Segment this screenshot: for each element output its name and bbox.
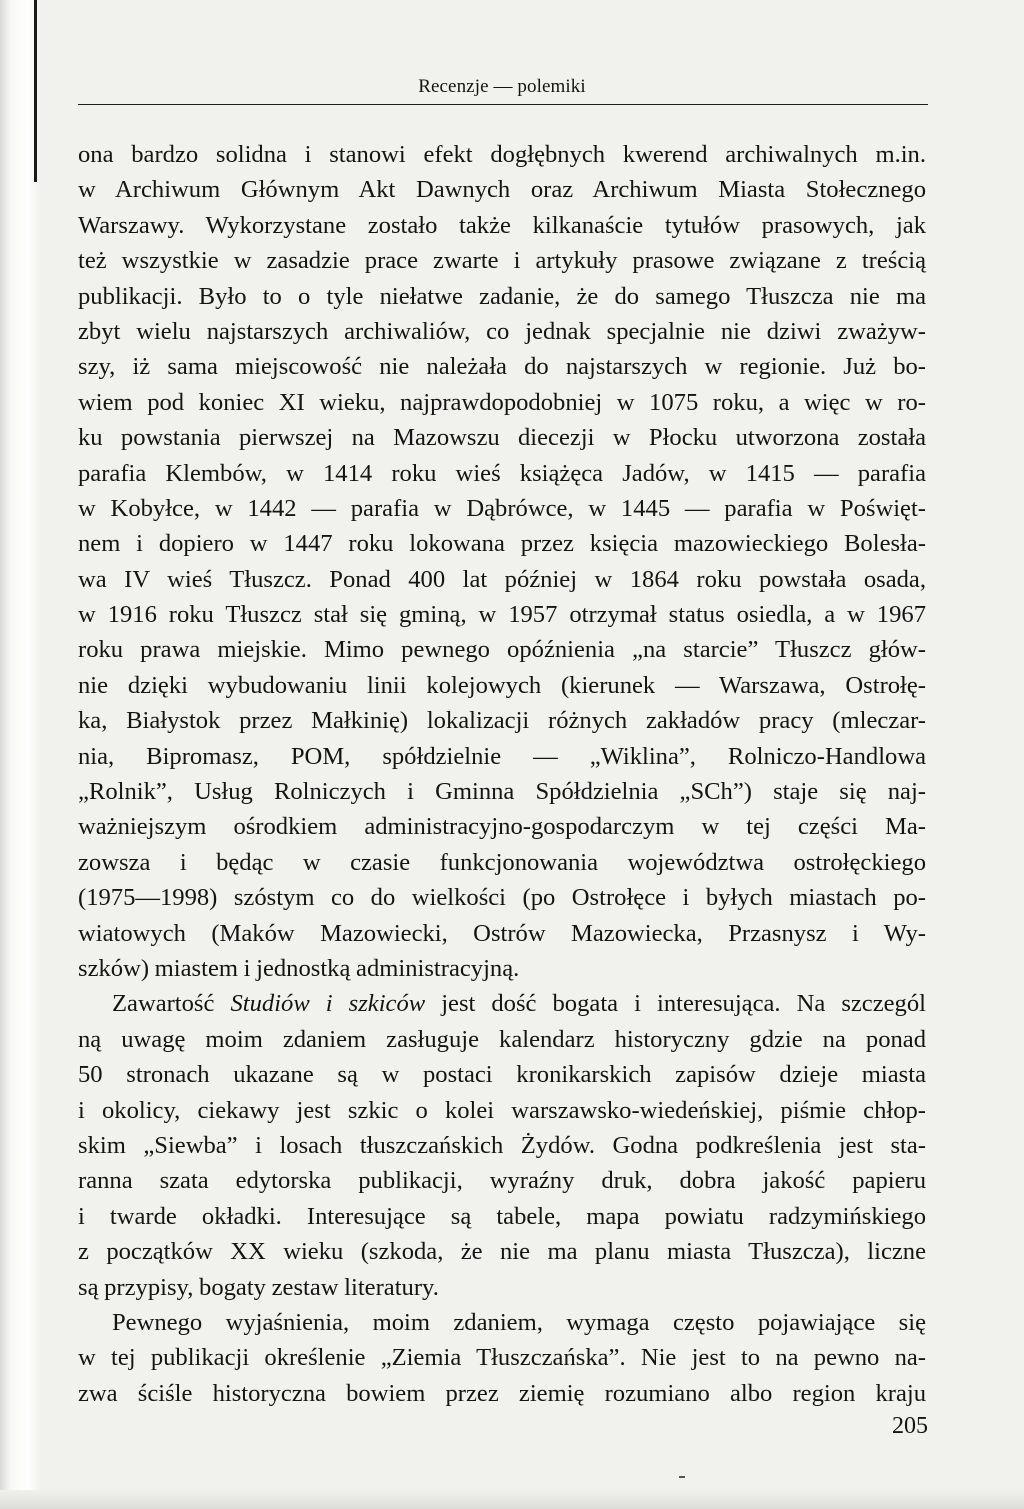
text-line: też wszystkie w zasadzie prace zwarte i artykuły prasowe związane z treścią	[78, 247, 926, 275]
text-line: zbyt wielu najstarszych archiwaliów, co jednak specjalnie nie dziwi zważyw-	[78, 317, 926, 345]
text-line: Pewnego wyjaśnienia, moim zdaniem, wymaga często pojawiające się	[112, 1308, 926, 1336]
text-segment: jest dość bogata i interesująca. Na szczegól	[425, 990, 926, 1018]
text-line: wa IV wieś Tłuszcz. Ponad 400 lat później w 1864 roku powstała osada,	[78, 565, 926, 593]
page-gutter	[0, 0, 40, 1509]
running-header: Recenzje — polemiki	[418, 76, 586, 97]
text-line: szków) miastem i jednostką administracyjną.	[78, 954, 520, 982]
header-rule	[78, 104, 928, 105]
text-line: ona bardzo solidna i stanowi efekt dogłębnych kwerend archiwalnych m.in.	[78, 141, 926, 168]
text-line: ną uwagę moim zdaniem zasługuje kalendarz historyczny gdzie na ponad	[78, 1025, 926, 1053]
text-line: Warszawy. Wykorzystane zostało także kilkanaście tytułów prasowych, jak	[78, 211, 926, 239]
text-line: w Archiwum Głównym Akt Dawnych oraz Archiwum Miasta Stołecznego	[78, 176, 926, 204]
text-line: nie dzięki wybudowaniu linii kolejowych (kierunek — Warszawa, Ostrołę-	[78, 671, 926, 699]
text-line: wiem pod koniec XI wieku, najprawdopodobniej w 1075 roku, a więc w ro-	[78, 388, 926, 416]
text-line: ważniejszym ośrodkiem administracyjno-gospodarczym w tej części Ma-	[78, 813, 926, 841]
text-line	[78, 986, 926, 1021]
text-line: publikacji. Było to o tyle niełatwe zadanie, że do samego Tłuszcza nie ma	[78, 282, 926, 310]
text-line: szy, iż sama miejscowość nie należała do najstarszych w regionie. Już bo-	[78, 353, 926, 381]
text-line: i okolicy, ciekawy jest szkic o kolei warszawsko-wiedeńskiej, piśmie chłop-	[78, 1096, 926, 1124]
text-line: parafia Klembów, w 1414 roku wieś książęca Jadów, w 1415 — parafia	[78, 459, 926, 487]
text-line: roku prawa miejskie. Mimo pewnego opóźnienia „na starcie” Tłuszcz głów-	[78, 636, 926, 664]
gutter-shadow-line	[34, 0, 37, 182]
text-line: w Kobyłce, w 1442 — parafia w Dąbrówce, w 1445 — parafia w Poświęt-	[78, 494, 926, 522]
text-line: „Rolnik”, Usług Rolniczych i Gminna Spółdzielnia „SCh”) staje się naj-	[78, 778, 926, 806]
print-speck	[679, 1476, 685, 1478]
text-line: ku powstania pierwszej na Mazowszu diecezji w Płocku utworzona została	[78, 424, 926, 452]
text-line: w 1916 roku Tłuszcz stał się gminą, w 1957 otrzymał status osiedla, a w 1967	[78, 601, 926, 629]
text-line: zwa ściśle historyczna bowiem przez ziemię rozumiano albo region kraju	[78, 1379, 926, 1407]
page-bottom-edge	[0, 1490, 1024, 1509]
text-line: nem i dopiero w 1447 roku lokowana przez księcia mazowieckiego Bolesła-	[78, 530, 926, 558]
text-line: zowsza i będąc w czasie funkcjonowania województwa ostrołęckiego	[78, 848, 926, 876]
text-line: ka, Białystok przez Małkinię) lokalizacji różnych zakładów pracy (mleczar-	[78, 707, 926, 735]
text-segment: Zawartość	[112, 990, 231, 1018]
text-line: w tej publikacji określenie „Ziemia Tłuszczańska”. Nie jest to na pewno na-	[78, 1344, 926, 1372]
text-line: nia, Bipromasz, POM, spółdzielnie — „Wiklina”, Rolniczo-Handlowa	[78, 742, 926, 770]
text-line: z początków XX wieku (szkoda, że nie ma planu miasta Tłuszcza), liczne	[78, 1238, 926, 1266]
book-title-italic: Studiów i szkiców	[230, 990, 426, 1018]
text-line: i twarde okładki. Interesujące są tabele, mapa powiatu radzymińskiego	[78, 1202, 926, 1230]
body-text	[78, 137, 926, 1411]
text-line: są przypisy, bogaty zestaw literatury.	[78, 1273, 439, 1301]
text-line: (1975—1998) szóstym co do wielkości (po Ostrołęce i byłych miastach po-	[78, 884, 926, 912]
text-line: 50 stronach ukazane są w postaci kronikarskich zapisów dzieje miasta	[78, 1061, 926, 1089]
text-line: wiatowych (Maków Mazowiecki, Ostrów Mazowiecka, Przasnysz i Wy-	[78, 919, 926, 947]
page-number: 205	[892, 1413, 928, 1439]
text-line: skim „Siewba” i losach tłuszczańskich Żydów. Godna podkreślenia jest sta-	[78, 1131, 926, 1159]
text-line: ranna szata edytorska publikacji, wyraźny druk, dobra jakość papieru	[78, 1167, 926, 1195]
